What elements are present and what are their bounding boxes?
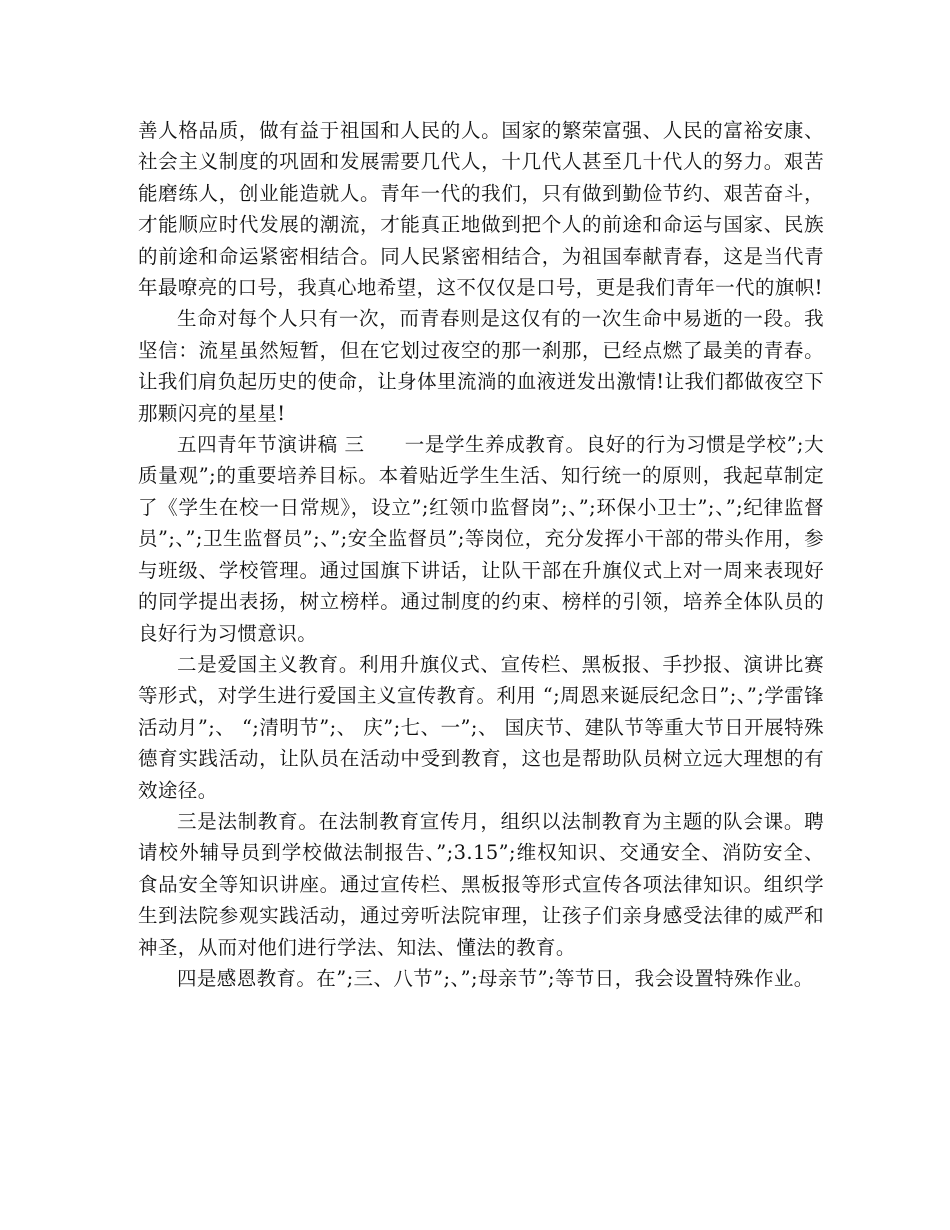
body-paragraph: 四是感恩教育。在”;三、八节”;、”;母亲节”;等节日，我会设置特殊作业。 bbox=[177, 966, 814, 990]
body-paragraph: 三是法制教育。在法制教育宣传月，组织以法制教育为主题的队会课。聘请校外辅导员到学校做法制报告、”;3.15”;维权知识、交通安全、消防安全、食品安全等知识讲座。通过宣传栏、黑板报等形式宣传各项法律知识。组织学生到法院参观实践活动，通过旁听法院审理，让孩子们亲身感受法律的威严和神圣，从而对他们进行学法、知法、懂法的教育。 bbox=[138, 809, 824, 959]
body-paragraph: 五四青年节演讲稿 三 一是学生养成教育。良好的行为习惯是学校”;大质量观”;的重要培养目标。本着贴近学生生活、知行统一的原则，我起草制定了《学生在校一日常规》，设立”;红领巾监督岗”;、”;环保小卫士”;、”;纪律监督员”;、”;卫生监督员”;、”;安全监督员”;等岗位，充分发挥小干部的带头作用，参与班级、学校管理。通过国旗下讲话，让队干部在升旗仪式上对一周来表现好的同学提出表扬，树立榜样。通过制度的约束、榜样的引领，培养全体队员的良好行为习惯意识。 bbox=[138, 433, 824, 645]
body-paragraph: 生命对每个人只有一次，而青春则是这仅有的一次生命中易逝的一段。我坚信：流星虽然短暂，但在它划过夜空的那一刹那，已经点燃了最美的青春。让我们肩负起历史的使命，让身体里流淌的血液迸发出激情!让我们都做夜空下那颗闪亮的星星! bbox=[138, 307, 824, 425]
body-paragraph: 二是爱国主义教育。利用升旗仪式、宣传栏、黑板报、手抄报、演讲比赛等形式，对学生进行爱国主义宣传教育。利用 “;周恩来诞辰纪念日”;、”;学雷锋活动月”;、 “;清明节”;、 庆”;七、一”;、 国庆节、建队节等重大节日开展特殊德育实践活动，让队员在活动中受到教育，这也是帮助队员树立远大理想的有效途径。 bbox=[138, 652, 824, 802]
document-page bbox=[138, 115, 824, 994]
body-paragraph: 善人格品质，做有益于祖国和人民的人。国家的繁荣富强、人民的富裕安康、社会主义制度的巩固和发展需要几代人，十几代人甚至几十代人的努力。艰苦能磨练人，创业能造就人。青年一代的我们，只有做到勤俭节约、艰苦奋斗，才能顺应时代发展的潮流，才能真正地做到把个人的前途和命运与国家、民族的前途和命运紧密相结合。同人民紧密相结合，为祖国奉献青春，这是当代青年最嘹亮的口号，我真心地希望，这不仅仅是口号，更是我们青年一代的旗帜! bbox=[138, 119, 824, 300]
